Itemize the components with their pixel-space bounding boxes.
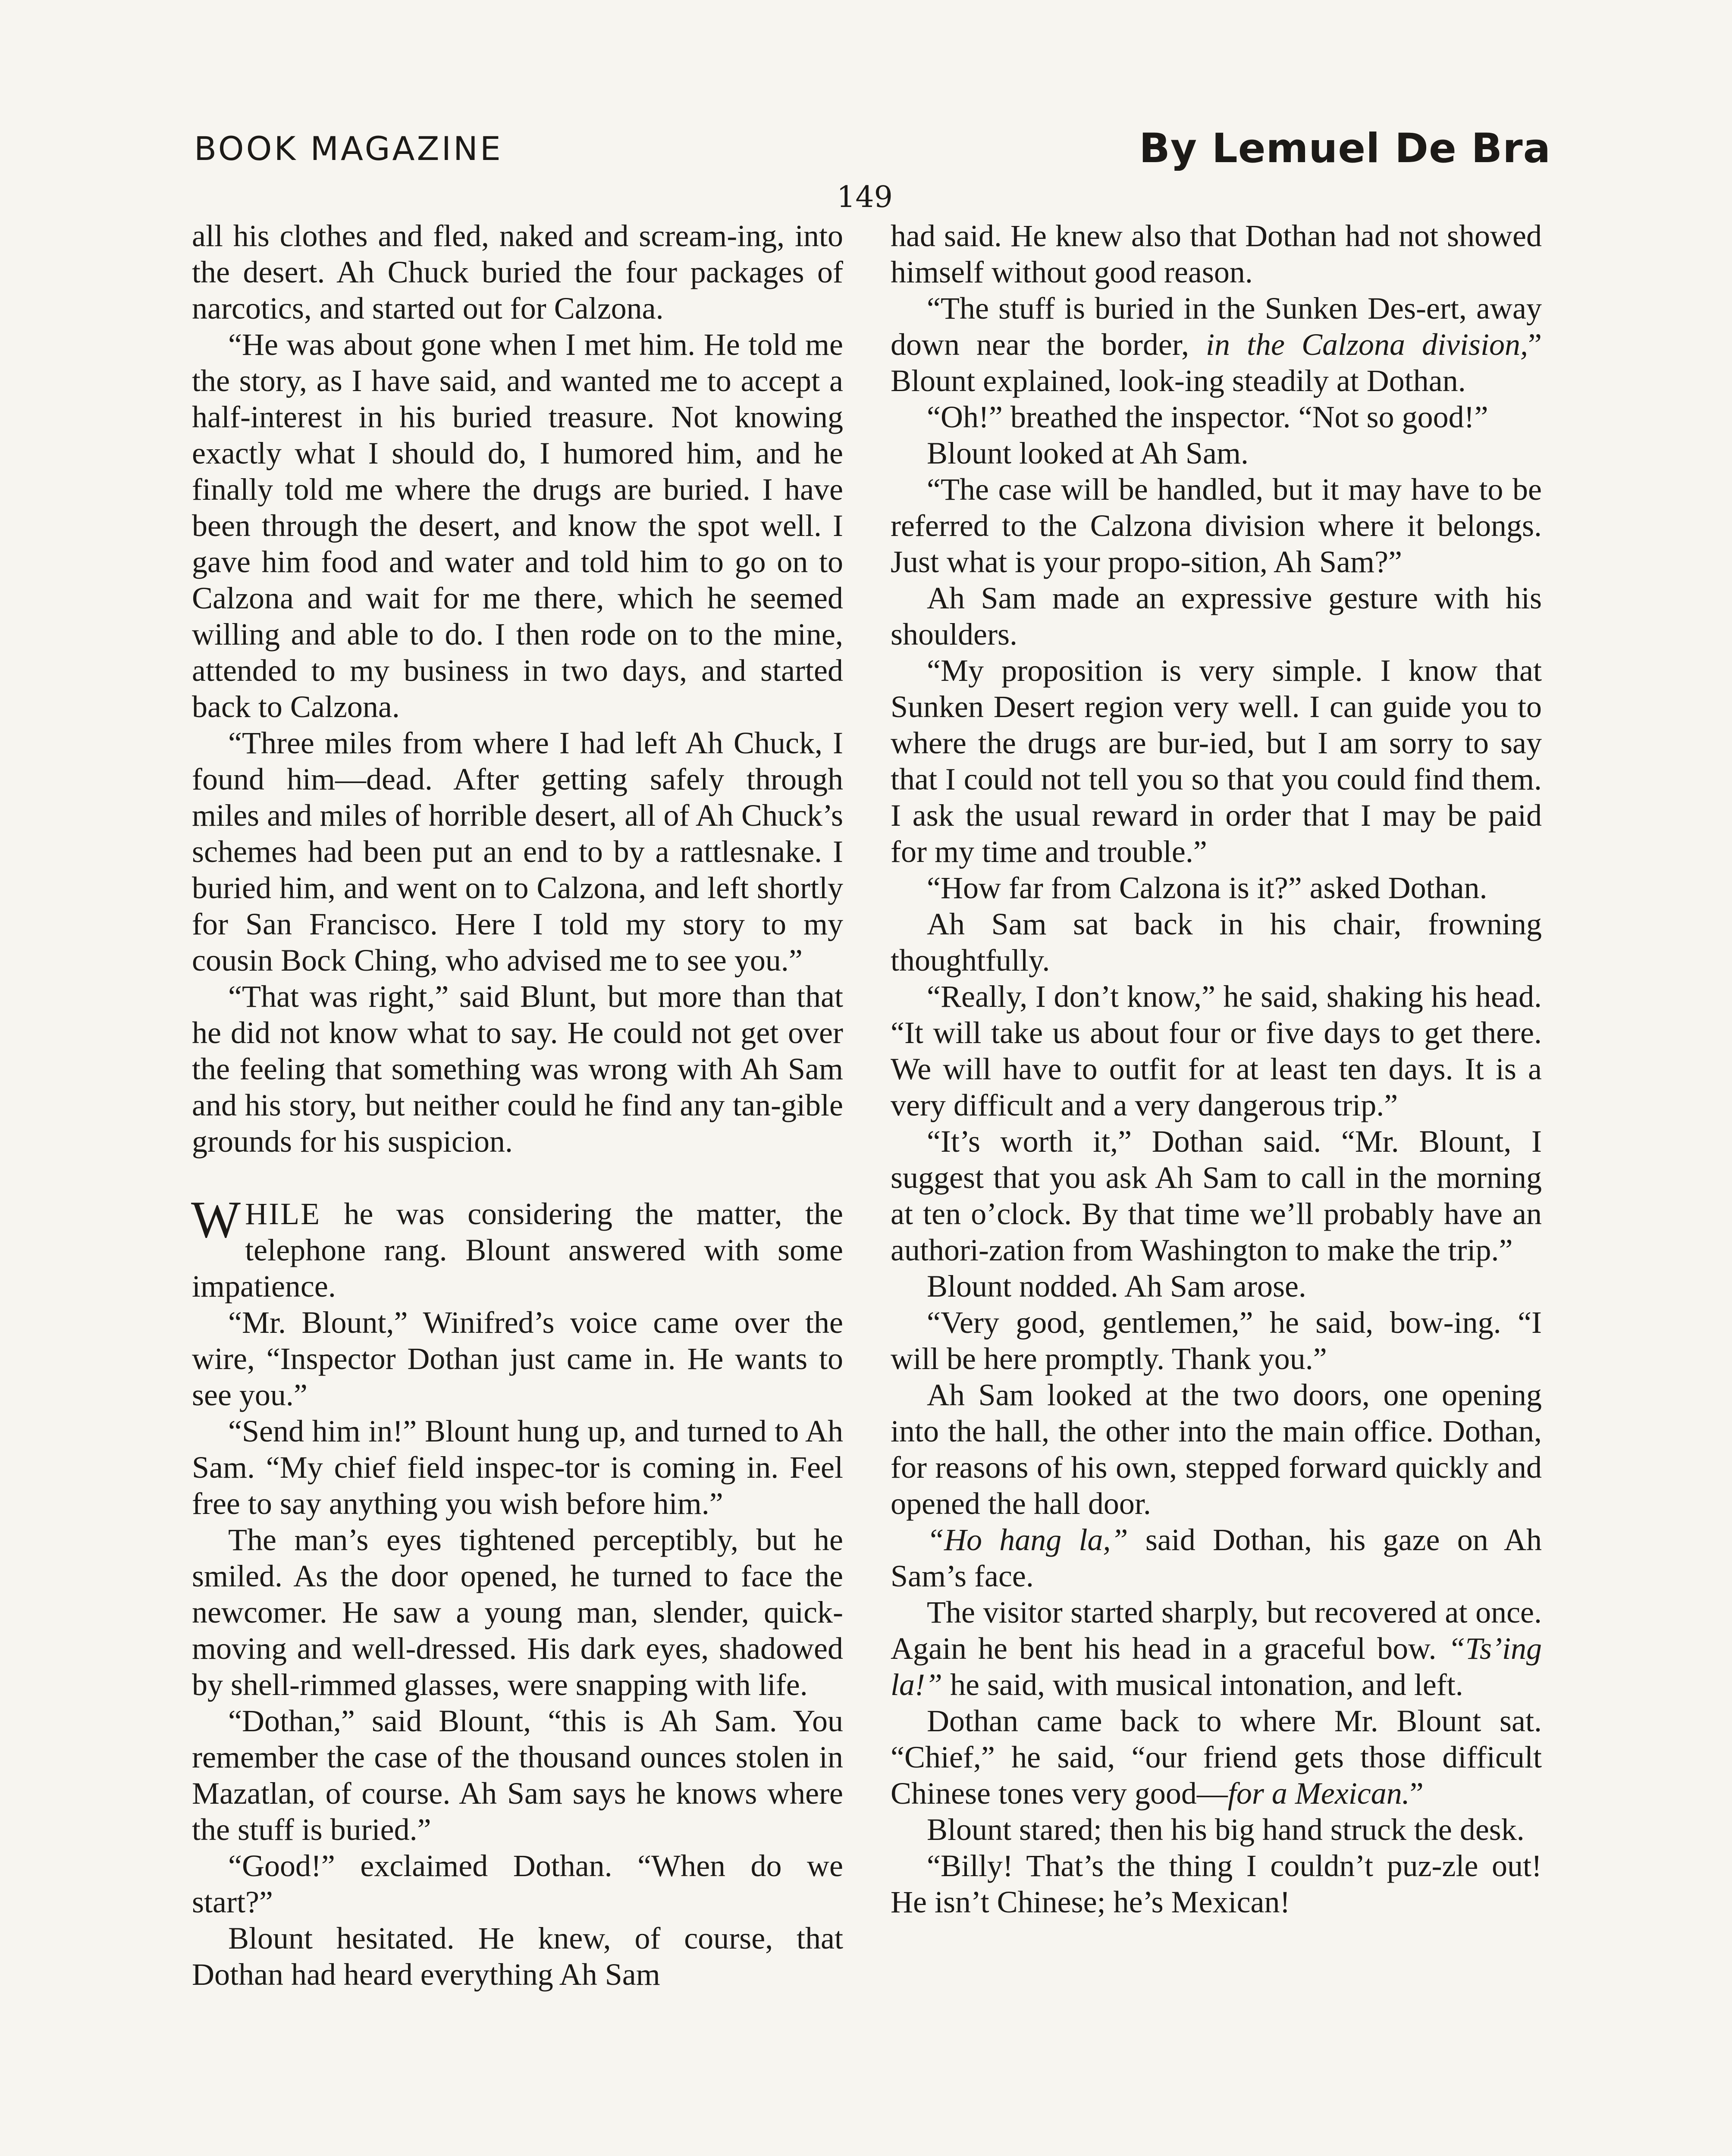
paragraph: “Send him in!” Blount hung up, and turned to Ah Sam. “My chief field inspec-tor is coming in. Feel free to say anything you wish before him.” — [192, 1414, 843, 1521]
paragraph: Blount looked at Ah Sam. — [927, 436, 1249, 470]
paragraph: “Good!” exclaimed Dothan. “When do we start?” — [192, 1849, 843, 1919]
italic-text: in the Calzona division, — [1205, 327, 1528, 362]
paragraph: “Oh!” breathed the inspector. “Not so good!” — [927, 400, 1488, 434]
paragraph: “My proposition is very simple. I know that Sunken Desert region very well. I can guide you to where the drugs are bur-ied, but I am sorry to say that I could not tell you so that you could find them. I ask the usual reward in order that I may be paid for my time and trouble.” — [891, 653, 1542, 869]
paragraph: “Really, I don’t know,” he said, shaking his head. “It will take us about four or five days to get there. We will have to outfit for at least ten days. It is a very difficult and a very dangerous trip.” — [891, 979, 1542, 1122]
paragraph: Blount stared; then his big hand struck the desk. — [927, 1812, 1525, 1847]
drop-cap: W — [191, 1191, 241, 1249]
italic-text: “Ts’ing la!” — [891, 1631, 1542, 1702]
magazine-running-head: BOOK MAGAZINE — [194, 129, 503, 168]
paragraph: The man’s eyes tightened perceptibly, but he smiled. As the door opened, he turned to face the newcomer. He saw a young man, slender, quick-moving and well-dressed. His dark eyes, shadowed by shell-rimmed glasses, were snapping with life. — [192, 1523, 843, 1702]
paragraph-text: he was considering the matter, the telephone rang. Blount answered with some impatience. — [192, 1197, 843, 1304]
author-byline: By Lemuel De Bra — [1139, 125, 1551, 172]
italic-text: for a Mexican. — [1227, 1776, 1410, 1811]
lead-in-word: HILE — [245, 1197, 321, 1231]
paragraph — [891, 1594, 1542, 1703]
italic-text: “Ho hang la,” — [927, 1523, 1128, 1557]
paragraph-text: ” — [1409, 1776, 1424, 1811]
paragraph: Blount nodded. Ah Sam arose. — [927, 1269, 1306, 1304]
paragraph: Ah Sam looked at the two doors, one opening into the hall, the other into the main office. Dothan, for reasons of his own, stepped forward quickly and opened the hall door. — [891, 1378, 1542, 1521]
paragraph: “Billy! That’s the thing I couldn’t puz-zle out! He isn’t Chinese; he’s Mexican! — [891, 1849, 1542, 1919]
paragraph: Ah Sam sat back in his chair, frowning thoughtfully. — [891, 907, 1542, 978]
paragraph-text: said Dothan, his gaze on Ah Sam’s face. — [891, 1523, 1542, 1593]
section-break — [192, 1159, 843, 1196]
left-text-column — [192, 218, 843, 1993]
right-text-column — [891, 218, 1542, 1920]
paragraph — [891, 290, 1542, 399]
paragraph: all his clothes and fled, naked and scream-ing, into the desert. Ah Chuck buried the four packages of narcotics, and started out for Calzona. — [192, 219, 843, 326]
paragraph: had said. He knew also that Dothan had not showed himself without good reason. — [891, 219, 1542, 289]
paragraph: “Three miles from where I had left Ah Chuck, I found him—dead. After getting safely through miles and miles of horrible desert, all of Ah Chuck’s schemes had been put an end to by a rattlesnake. I buried him, and went on to Calzona, and left shortly for San Francisco. Here I told my story to my cousin Bock Ching, who advised me to see you.” — [192, 726, 843, 978]
paragraph-text: “The stuff is buried in the Sunken Des-ert, away down near the border, — [891, 291, 1542, 362]
paragraph-text: Dothan came back to where Mr. Blount sat. “Chief,” he said, “our friend gets those difficult Chinese tones very good— — [891, 1704, 1542, 1811]
paragraph: Blount hesitated. He knew, of course, that Dothan had heard everything Ah Sam — [192, 1921, 843, 1992]
section-opening-paragraph — [191, 1191, 843, 1304]
paragraph-text: he said, with musical intonation, and left. — [942, 1667, 1463, 1702]
paragraph: “The case will be handled, but it may have to be referred to the Calzona division where it belongs. Just what is your propo-sition, Ah Sam?” — [891, 472, 1542, 579]
paragraph: “That was right,” said Blunt, but more than that he did not know what to say. He could not get over the feeling that something was wrong with Ah Sam and his story, but neither could he find any tan-gible grounds for his suspicion. — [192, 979, 843, 1159]
paragraph: “How far from Calzona is it?” asked Dothan. — [927, 871, 1487, 905]
paragraph: “He was about gone when I met him. He told me the story, as I have said, and wanted me to accept a half-interest in his buried treasure. Not knowing exactly what I should do, I humored him, and he finally told me where the drugs are buried. I have been through the desert, and know the spot well. I gave him food and water and told him to go on to Calzona and wait for me there, which he seemed willing and able to do. I then rode on to the mine, attended to my business in two days, and started back to Calzona. — [192, 327, 843, 724]
paragraph-text: The visitor started sharply, but recovered at once. Again he bent his head in a graceful bow. — [891, 1595, 1542, 1666]
paragraph — [891, 1522, 1542, 1594]
page-number: 149 — [837, 180, 893, 214]
paragraph: “It’s worth it,” Dothan said. “Mr. Blount, I suggest that you ask Ah Sam to call in the morning at ten o’clock. By that time we’ll probably have an authori-zation from Washington to make the trip.” — [891, 1124, 1542, 1267]
paragraph: “Dothan,” said Blount, “this is Ah Sam. You remember the case of the thousand ounces stolen in Mazatlan, of course. Ah Sam says he knows where the stuff is buried.” — [192, 1704, 843, 1847]
paragraph — [891, 1703, 1542, 1811]
paragraph: “Mr. Blount,” Winifred’s voice came over the wire, “Inspector Dothan just came in. He wants to see you.” — [192, 1305, 843, 1412]
paragraph: Ah Sam made an expressive gesture with his shoulders. — [891, 581, 1542, 652]
paragraph: “Very good, gentlemen,” he said, bow-ing. “I will be here promptly. Thank you.” — [891, 1305, 1542, 1376]
paragraph-text: ” Blount explained, look-ing steadily at Dothan. — [891, 327, 1542, 398]
